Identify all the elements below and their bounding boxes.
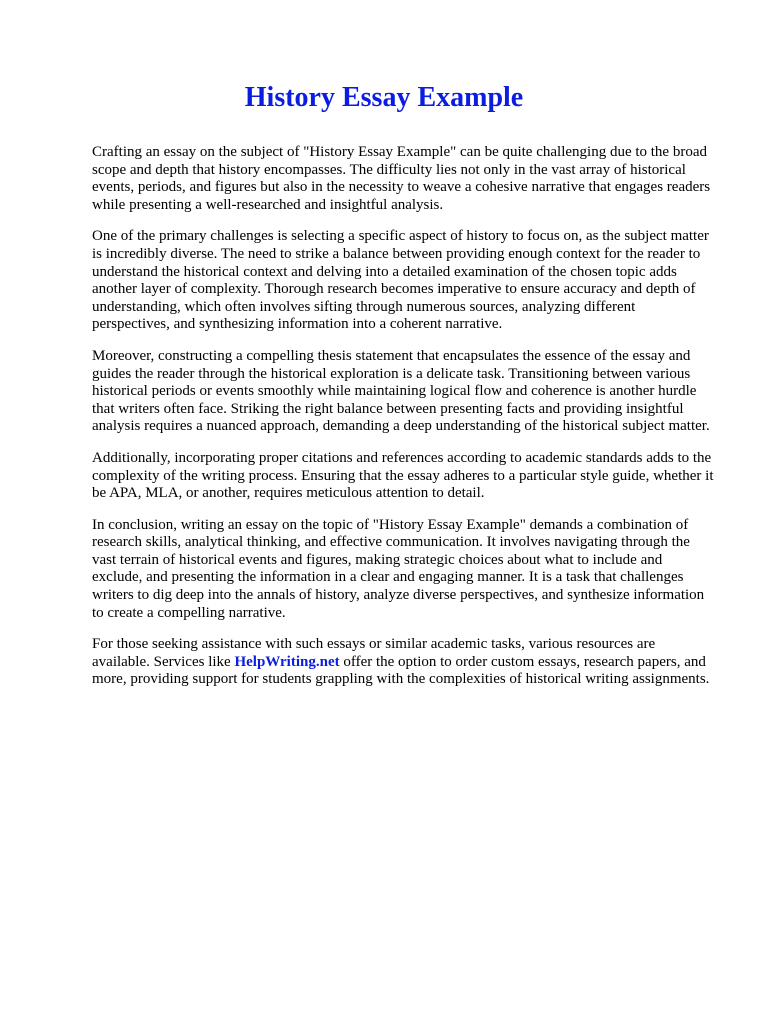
helpwriting-link[interactable]: HelpWriting.net: [234, 653, 340, 670]
paragraph-thesis: Moreover, constructing a compelling thesis statement that encapsulates the essence of the essay and guides the reader through the historical exploration is a delicate task. Transitioning between various historical periods or events smoothly while maintaining logical flow and coherence is another hurdle that writers often face. Striking the right balance between presenting facts and providing insightful analysis requires a nuanced approach, demanding a deep understanding of the historical subject matter.: [92, 347, 710, 435]
assistance-text-after-link: offer the option to order custom essays, research papers, and more, providing support for students grappling with the complexities of historical writing assignments.: [92, 653, 710, 688]
assistance-text-before-link: For those seeking assistance with such essays or similar academic tasks, various resources are available. Services like: [92, 636, 656, 670]
paragraph-intro: Crafting an essay on the subject of "History Essay Example" can be quite challenging due to the broad scope and depth that history encompasses. The difficulty lies not only in the vast array of historical events, periods, and figures but also in the necessity to weave a cohesive narrative that engages readers while presenting a well-researched and insightful analysis.: [92, 144, 711, 213]
paragraph-assistance: [92, 636, 714, 689]
paragraph-citations: Additionally, incorporating proper citations and references according to academic standards adds to the complexity of the writing process. Ensuring that the essay adheres to a particular style guide, whether it be APA, MLA, or another, requires meticulous attention to detail.: [92, 449, 714, 502]
paragraph-conclusion: In conclusion, writing an essay on the topic of "History Essay Example" demands a combination of research skills, analytical thinking, and effective communication. It involves navigating through the vast terrain of historical events and figures, making strategic choices about what to include and exclude, and presenting the information in a clear and engaging manner. It is a task that challenges writers to dig deep into the annals of history, analyze diverse perspectives, and synthesize information to create a compelling narrative.: [92, 516, 705, 621]
paragraph-challenges: One of the primary challenges is selecting a specific aspect of history to focus on, as the subject matter is incredibly diverse. The need to strike a balance between providing enough context for the reader to understand the historical context and delving into a detailed examination of the chosen topic adds another layer of complexity. Thorough research becomes imperative to ensure accuracy and depth of understanding, which often involves sifting through numerous sources, analyzing different perspectives, and synthesizing information into a coherent narrative.: [92, 228, 709, 333]
document-title: History Essay Example: [244, 82, 524, 113]
